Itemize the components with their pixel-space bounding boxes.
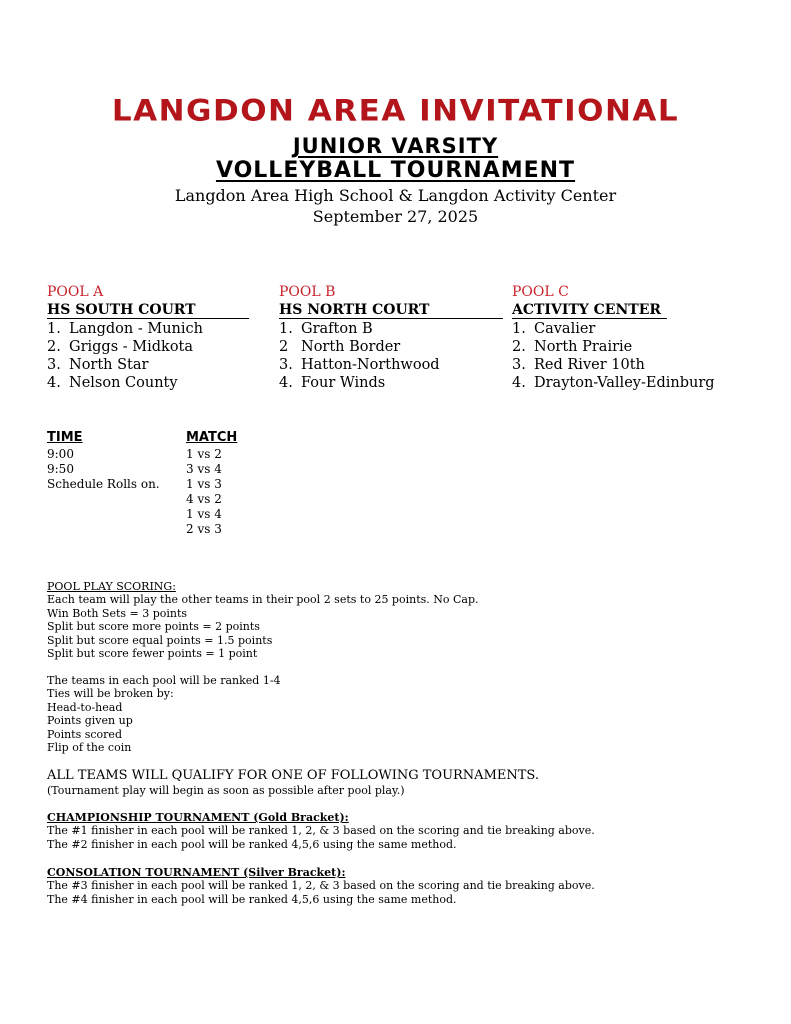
time-row: Schedule Rolls on. [47, 477, 160, 491]
venue-line: Langdon Area High School & Langdon Activity Center [174, 186, 617, 205]
ranking-line: Flip of the coin [47, 740, 132, 754]
team-list [47, 320, 203, 392]
championship-section [47, 811, 595, 851]
ranking-section [47, 674, 281, 754]
pool-name: POOL B [279, 284, 336, 300]
tournament-title: LANGDON AREA INVITATIONAL [111, 93, 680, 129]
match-header: MATCH [186, 430, 238, 445]
court-name: ACTIVITY CENTER [512, 302, 662, 318]
subtitle-volleyball-tournament: VOLLEYBALL TOURNAMENT [215, 158, 576, 183]
time-header: TIME [47, 430, 83, 445]
ranking-line: Points scored [47, 727, 122, 741]
team-item: 1. Grafton B [279, 321, 373, 337]
qualify-section [47, 768, 539, 797]
match-row: 1 vs 2 [186, 447, 222, 461]
subtitle-junior-varsity: JUNIOR VARSITY [292, 134, 499, 158]
ranking-line: Points given up [47, 714, 133, 728]
consolation-line: The #3 finisher in each pool will be ranked 1, 2, & 3 based on the scoring and tie breaking above. [47, 879, 595, 893]
pool-name: POOL A [47, 284, 104, 300]
championship-line: The #2 finisher in each pool will be ranked 4,5,6 using the same method. [47, 837, 457, 851]
team-item: 3. Red River 10th [512, 357, 645, 373]
consolation-heading: CONSOLATION TOURNAMENT (Silver Bracket): [47, 866, 346, 879]
schedule-time-column [47, 430, 160, 492]
pool-a [47, 284, 203, 392]
scoring-line: Each team will play the other teams in their pool 2 sets to 25 points. No Cap. [47, 593, 479, 607]
scoring-section [47, 580, 479, 660]
scoring-heading: POOL PLAY SCORING: [47, 580, 176, 593]
team-item: 4. Nelson County [47, 375, 178, 391]
scoring-line: Split but score fewer points = 1 point [47, 646, 258, 660]
pool-name: POOL C [512, 284, 569, 300]
championship-line: The #1 finisher in each pool will be ranked 1, 2, & 3 based on the scoring and tie breaking above. [47, 824, 595, 838]
team-item: 3. North Star [47, 357, 149, 373]
team-item: 3. Hatton-Northwood [279, 357, 440, 373]
scoring-line: Split but score more points = 2 points [47, 620, 260, 634]
team-item: 1. Langdon - Munich [47, 321, 203, 337]
pool-c [512, 284, 715, 392]
scoring-line: Win Both Sets = 3 points [47, 606, 188, 620]
team-item: 2 North Border [279, 339, 401, 355]
qualify-note: (Tournament play will begin as soon as possible after pool play.) [47, 784, 405, 797]
ranking-line: Head-to-head [47, 700, 123, 714]
team-item: 2. Griggs - Midkota [47, 339, 194, 355]
championship-heading: CHAMPIONSHIP TOURNAMENT (Gold Bracket): [47, 811, 349, 824]
consolation-section [47, 866, 595, 906]
scoring-line: Split but score equal points = 1.5 points [47, 633, 273, 647]
match-row: 3 vs 4 [186, 462, 222, 476]
pool-b [279, 284, 440, 392]
consolation-line: The #4 finisher in each pool will be ranked 4,5,6 using the same method. [47, 892, 457, 906]
team-list [279, 320, 440, 392]
team-item: 4. Four Winds [279, 375, 386, 391]
court-name: HS SOUTH COURT [47, 302, 196, 318]
qualify-heading: ALL TEAMS WILL QUALIFY FOR ONE OF FOLLOWING TOURNAMENTS. [47, 768, 539, 783]
time-row: 9:50 [47, 462, 74, 476]
ranking-line: The teams in each pool will be ranked 1-4 [47, 674, 281, 687]
match-row: 4 vs 2 [186, 492, 222, 506]
match-row: 1 vs 3 [186, 477, 222, 491]
court-name: HS NORTH COURT [279, 302, 430, 318]
team-item: 2. North Prairie [512, 339, 633, 355]
team-item: 4. Drayton-Valley-Edinburg [512, 375, 715, 391]
date-line: September 27, 2025 [312, 207, 479, 226]
match-row: 1 vs 4 [186, 507, 222, 521]
schedule-match-column [186, 430, 237, 537]
team-item: 1. Cavalier [512, 321, 596, 337]
ranking-line: Ties will be broken by: [47, 687, 174, 701]
match-row: 2 vs 3 [186, 522, 222, 536]
team-list [512, 320, 715, 392]
time-row: 9:00 [47, 447, 74, 461]
